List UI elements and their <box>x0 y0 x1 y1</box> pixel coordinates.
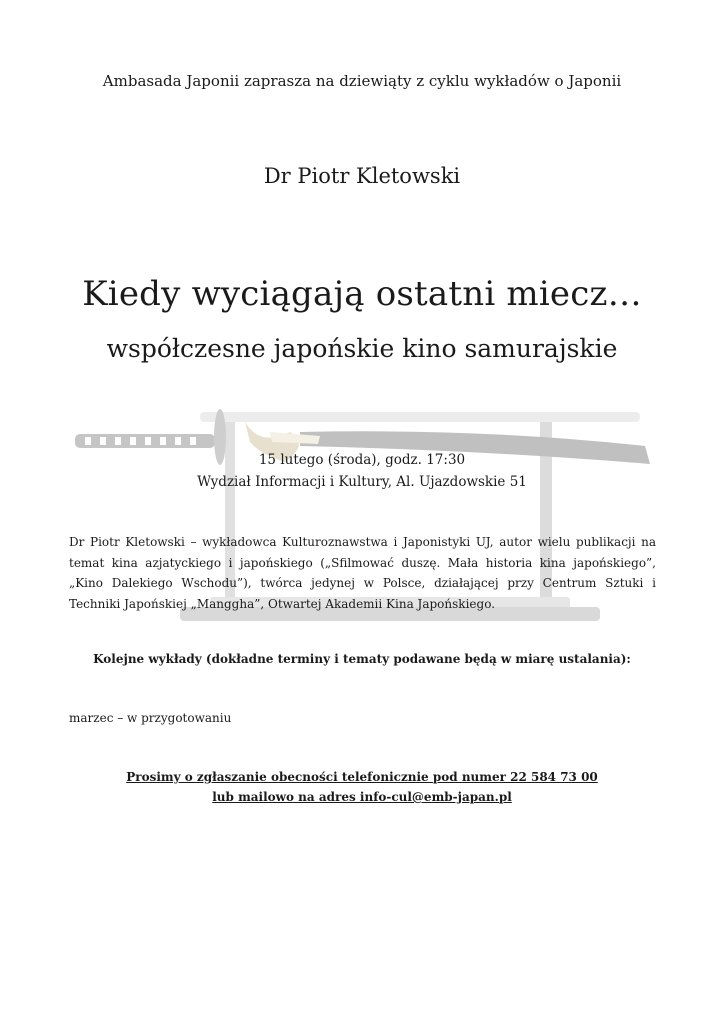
contact-email-line[interactable]: lub mailowo na adres info-cul@emb-japan.pl <box>212 790 512 804</box>
lecturer-bio: Dr Piotr Kletowski – wykładowca Kulturoznawstwa i Japonistyki UJ, autor wielu publikacji na temat kina azjatyckiego i japońskiego („Sfilmować duszę. Mała historia kina japońskiego”, „Kino Dalekiego Wschodu”), twórca jedynej w Polsce, działającej przy Centrum Sztuki i Techniki Japońskiej „Manggha”, Otwartej Akademii Kina Japońskiego. <box>69 535 656 611</box>
lecture-title: Kiedy wyciągają ostatni miecz… <box>82 274 642 314</box>
contact-phone-line: Prosimy o zgłaszanie obecności telefonicznie pod numer 22 584 73 00 <box>126 770 598 784</box>
upcoming-lectures-heading: Kolejne wykłady (dokładne terminy i tematy podawane będą w miarę ustalania): <box>93 652 631 666</box>
lecturer-name: Dr Piotr Kletowski <box>263 164 461 188</box>
upcoming-march-item: marzec – w przygotowaniu <box>69 711 232 725</box>
event-venue: Wydział Informacji i Kultury, Al. Ujazdowskie 51 <box>197 474 527 490</box>
lecture-subtitle: współczesne japońskie kino samurajskie <box>106 334 618 363</box>
invitation-line: Ambasada Japonii zaprasza na dziewiąty z cyklu wykładów o Japonii <box>102 72 622 90</box>
event-date: 15 lutego (środa), godz. 17:30 <box>258 452 466 468</box>
